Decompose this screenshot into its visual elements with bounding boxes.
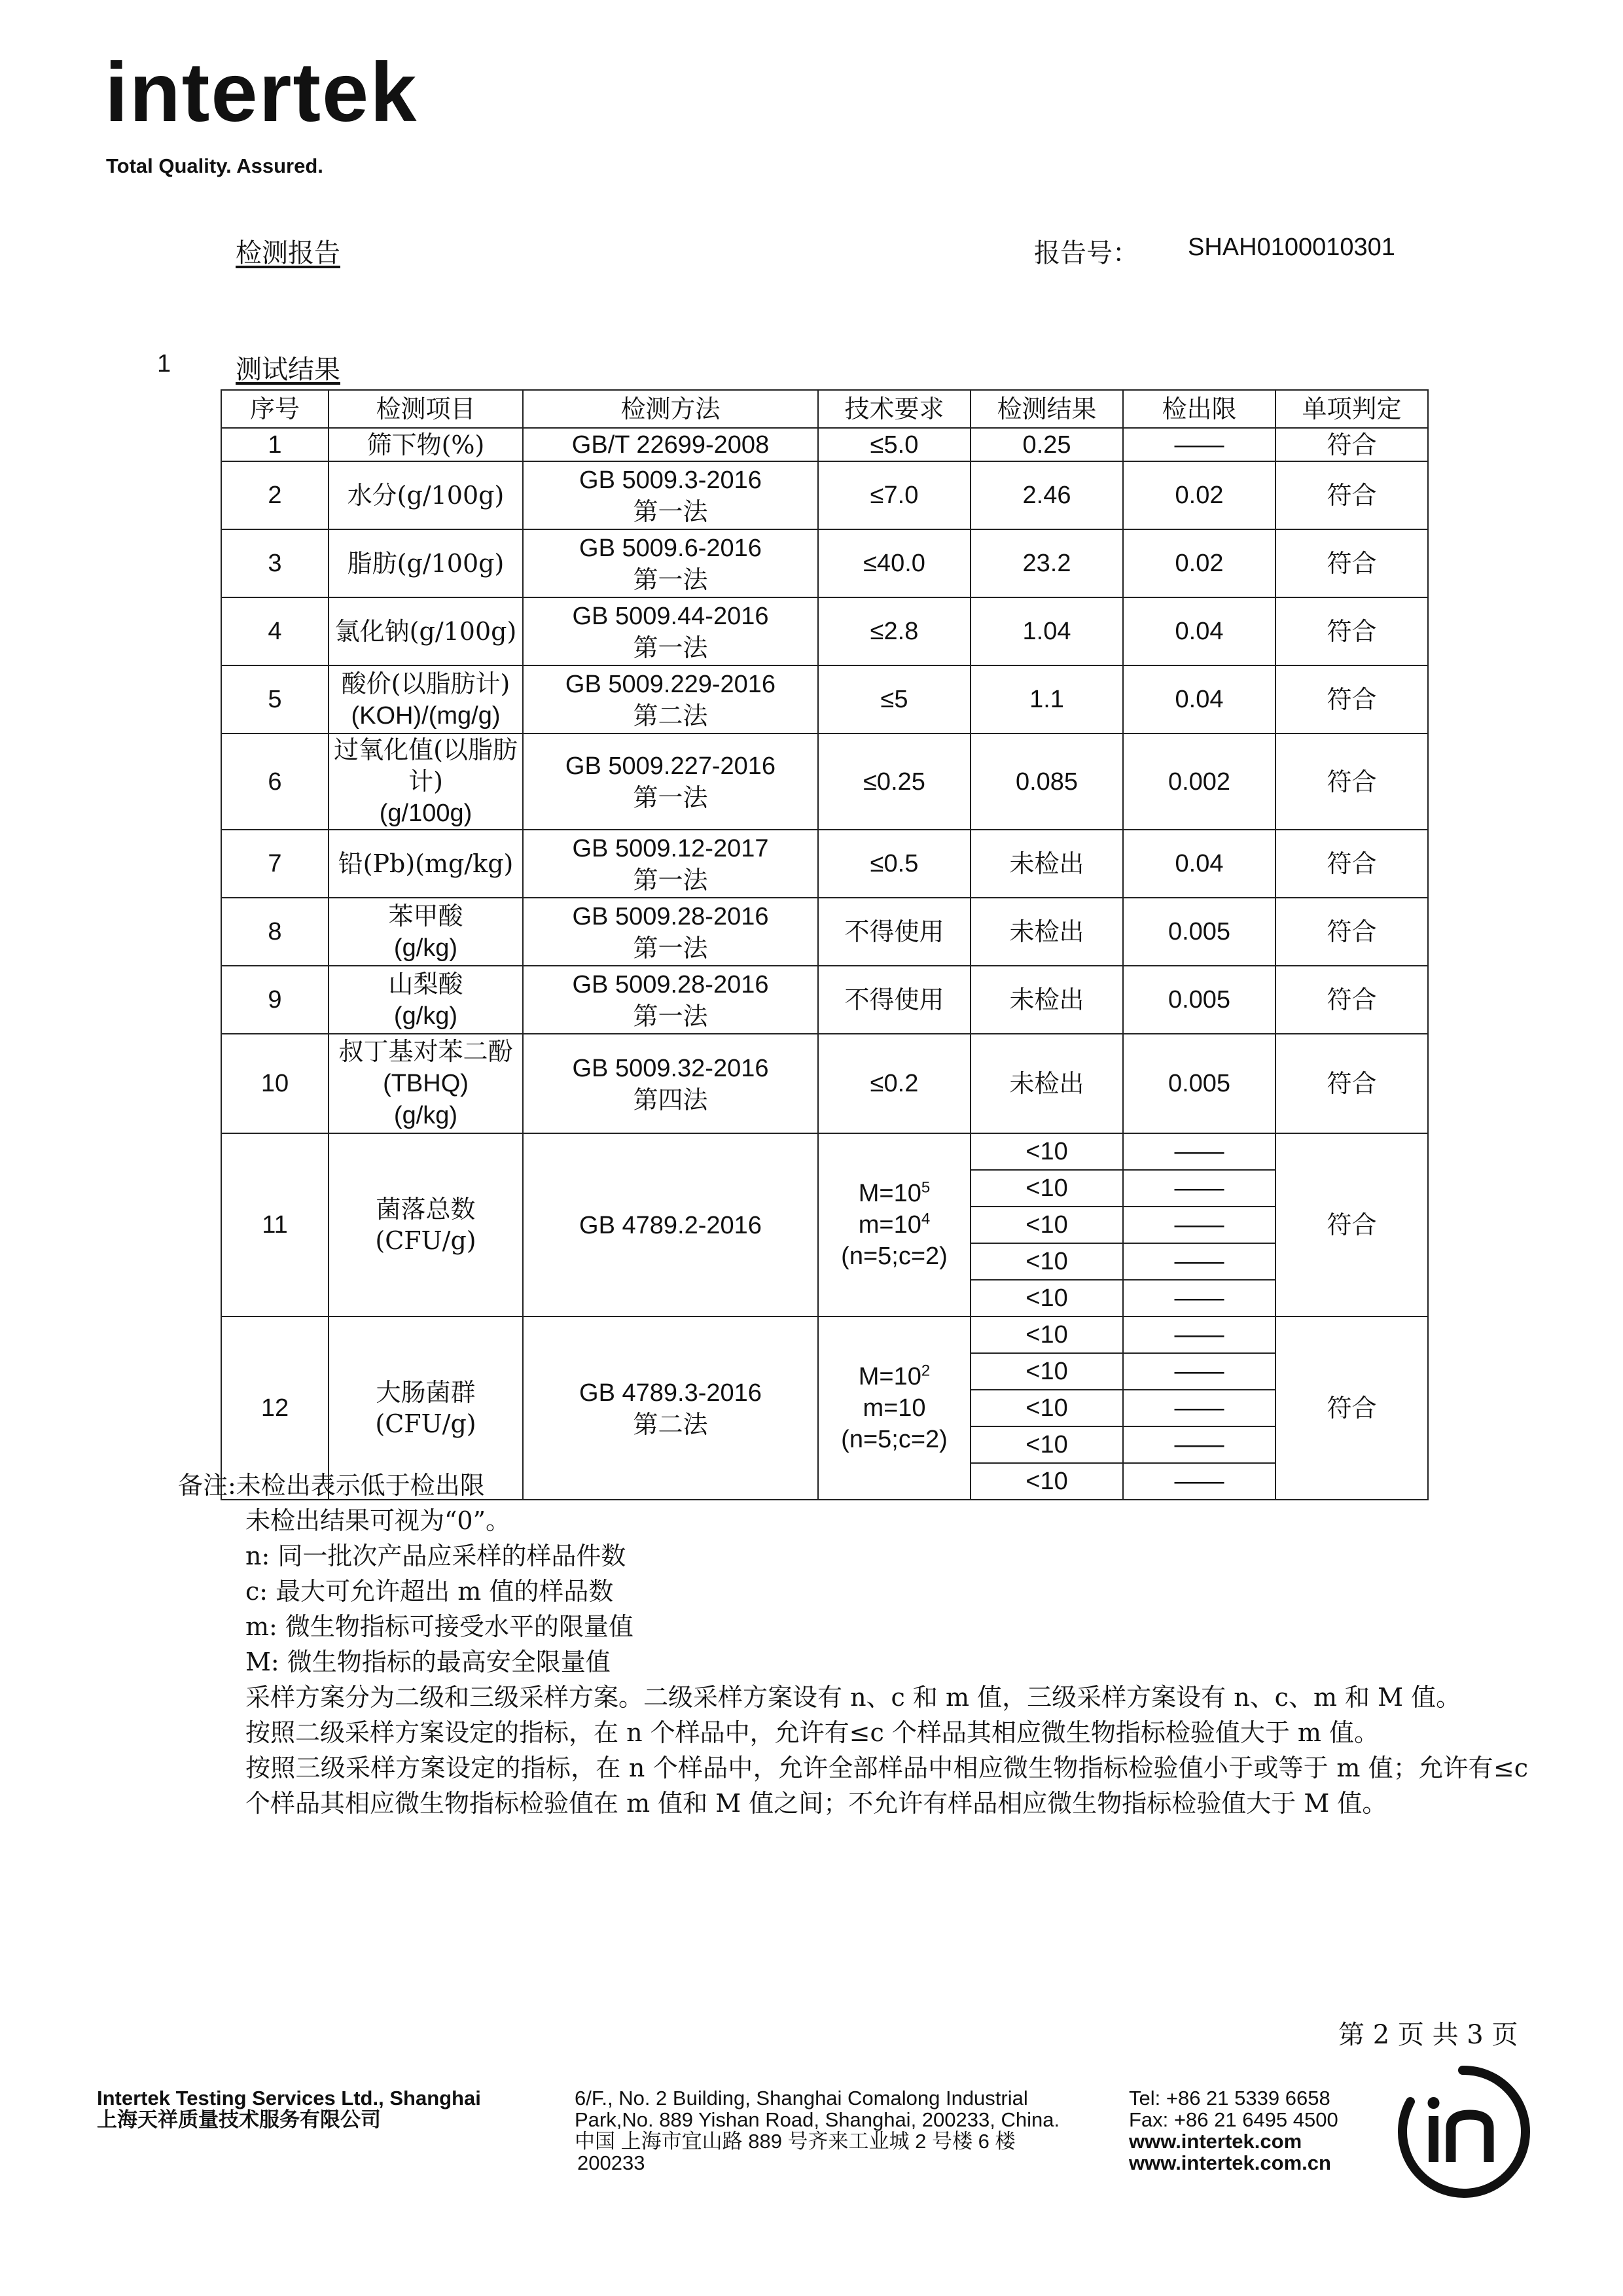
cell-verdict: [1275, 665, 1428, 733]
cell-result-text: <10: [1026, 1431, 1068, 1458]
cell-result: [971, 1463, 1123, 1500]
cell-item: [329, 966, 523, 1034]
cell-result-text: <10: [1026, 1468, 1068, 1495]
cell-method-line: GB 5009.28-2016: [572, 902, 769, 930]
cell-result-text: <10: [1026, 1174, 1068, 1202]
report-title: 检测报告: [236, 238, 340, 268]
cell-no-text: 5: [268, 686, 282, 713]
footer-fax: Fax: +86 21 6495 4500: [1129, 2108, 1338, 2131]
cell-result: [971, 733, 1123, 830]
cell-item: [329, 529, 523, 597]
cell-limit: [1123, 1316, 1275, 1353]
section-number: 1: [157, 350, 171, 378]
cell-limit-text: ——: [1174, 1248, 1224, 1275]
cell-method-line: 第一法: [633, 1001, 708, 1031]
cell-limit-text: 0.04: [1175, 686, 1224, 713]
cell-req-text: ≤5.0: [870, 431, 919, 459]
cell-result: [971, 1207, 1123, 1243]
req-nc: (n=5;c=2): [841, 1426, 948, 1453]
cell-verdict: [1275, 1133, 1428, 1316]
cell-method: [523, 1034, 818, 1133]
cell-no: [221, 428, 329, 461]
cell-limit: [1123, 461, 1275, 529]
table-row: [221, 966, 1428, 1034]
report-no: SHAH0100010301: [1188, 234, 1395, 261]
cell-verdict: [1275, 898, 1428, 966]
cell-result: [971, 1353, 1123, 1390]
footer-address-2: Park,No. 889 Yishan Road, Shanghai, 200233, China.: [575, 2108, 1060, 2131]
cell-result: [971, 1133, 1123, 1170]
cell-limit: [1123, 428, 1275, 461]
cell-item-line: 山梨酸: [388, 969, 463, 998]
cell-limit: [1123, 1463, 1275, 1500]
note-line: 采样方案分为二级和三级采样方案。二级采样方案设有 n、c 和 m 值，三级采样方案设有 n、c、m 和 M 值。: [245, 1683, 1461, 1712]
cell-item: [329, 597, 523, 665]
cell-verdict: [1275, 529, 1428, 597]
cell-req-text: ≤2.8: [870, 618, 919, 645]
cell-limit-text: ——: [1174, 1284, 1224, 1312]
cell-verdict-text: 符合: [1327, 767, 1377, 796]
cell-item-line: (g/kg): [393, 1002, 458, 1030]
table-row: [221, 1133, 1428, 1170]
cell-limit: [1123, 665, 1275, 733]
cell-verdict-text: 符合: [1327, 1069, 1377, 1098]
cell-item-line: 菌落总数(CFU/g): [375, 1195, 476, 1255]
req-m-base: m=10: [863, 1394, 926, 1422]
cell-limit: [1123, 1353, 1275, 1390]
cell-limit-text: ——: [1174, 1394, 1224, 1422]
cell-limit-text: 0.04: [1175, 618, 1224, 645]
report-no-label: 报告号：: [1034, 238, 1139, 268]
cell-req-text: ≤0.2: [870, 1070, 919, 1097]
cell-verdict-text: 符合: [1327, 849, 1377, 878]
cell-result-text: 未检出: [1009, 917, 1084, 946]
cell-req: [818, 461, 971, 529]
cell-limit-text: ——: [1174, 1138, 1224, 1165]
cell-limit: [1123, 898, 1275, 966]
note-line: n: 同一批次产品应采样的样品件数: [245, 1542, 626, 1570]
cell-result-text: <10: [1026, 1211, 1068, 1239]
cell-method-line: 第一法: [633, 497, 708, 526]
footer-company-cn: 上海天祥质量技术服务有限公司: [97, 2108, 381, 2131]
cell-method-line: GB 5009.12-2017: [572, 834, 769, 862]
header-item: 检测项目: [329, 390, 523, 428]
cell-no-text: 2: [268, 482, 282, 509]
table-row: [221, 1034, 1428, 1133]
cell-req: [818, 1034, 971, 1133]
cell-result-text: 0.25: [1022, 431, 1071, 459]
cell-req-text: ≤0.25: [863, 768, 925, 796]
cell-verdict: [1275, 1034, 1428, 1133]
req-m-exponent: 4: [921, 1210, 931, 1228]
cell-req-text: ≤7.0: [870, 482, 919, 509]
cell-result: [971, 597, 1123, 665]
cell-req-sampling: [818, 1316, 971, 1500]
cell-method: [523, 1316, 818, 1500]
cell-result: [971, 1426, 1123, 1463]
cell-item-line: (KOH)/(mg/g): [351, 701, 501, 730]
cell-item-line: 筛下物(%): [366, 430, 485, 459]
cell-limit: [1123, 1034, 1275, 1133]
cell-no: [221, 898, 329, 966]
cell-item-line: 水分(g/100g): [347, 481, 505, 510]
cell-item: [329, 1034, 523, 1133]
note-line: M: 微生物指标的最高安全限量值: [245, 1648, 611, 1676]
cell-limit: [1123, 529, 1275, 597]
cell-method: [523, 461, 818, 529]
cell-limit-text: ——: [1174, 1321, 1224, 1349]
cell-limit: [1123, 830, 1275, 898]
cell-no: [221, 733, 329, 830]
cell-limit-text: ——: [1174, 1431, 1224, 1458]
cell-result-text: <10: [1026, 1284, 1068, 1312]
cell-no: [221, 665, 329, 733]
footer-website-cn[interactable]: www.intertek.com.cn: [1129, 2151, 1331, 2174]
cell-result-text: <10: [1026, 1394, 1068, 1422]
cell-item: [329, 1133, 523, 1316]
cell-method-line: GB 5009.227-2016: [565, 752, 776, 780]
cell-method-line: GB 5009.28-2016: [572, 970, 769, 998]
cell-result: [971, 966, 1123, 1034]
cell-method-line: GB 5009.32-2016: [572, 1054, 769, 1082]
table-row: [221, 1316, 1428, 1353]
cell-method: [523, 1133, 818, 1316]
cell-item-line: 铅(Pb)(mg/kg): [338, 849, 514, 878]
cell-verdict-text: 符合: [1327, 1210, 1377, 1239]
cell-verdict: [1275, 733, 1428, 830]
cell-req-text: 不得使用: [844, 985, 944, 1014]
cell-result: [971, 1390, 1123, 1426]
cell-item: [329, 733, 523, 830]
cell-no: [221, 1034, 329, 1133]
intertek-roundel-icon: [1391, 2060, 1535, 2204]
cell-req-text: ≤0.5: [870, 850, 919, 877]
cell-result: [971, 1170, 1123, 1207]
cell-method-line: 第一法: [633, 783, 708, 812]
cell-no-text: 8: [268, 918, 282, 945]
header-result: 检测结果: [971, 390, 1123, 428]
cell-method-line: 第一法: [633, 933, 708, 963]
table-row: [221, 428, 1428, 461]
note-line: m: 微生物指标可接受水平的限量值: [245, 1612, 633, 1641]
cell-no-text: 10: [260, 1070, 289, 1097]
table-row: [221, 830, 1428, 898]
cell-verdict: [1275, 966, 1428, 1034]
cell-limit-text: 0.02: [1175, 550, 1224, 577]
cell-method-line: GB 5009.44-2016: [572, 602, 769, 630]
cell-no-text: 7: [268, 850, 282, 877]
cell-method-line: GB 4789.3-2016: [579, 1379, 762, 1407]
cell-no: [221, 461, 329, 529]
req-nc: (n=5;c=2): [841, 1243, 948, 1270]
notes-block: [245, 1503, 1528, 1821]
cell-result: [971, 1034, 1123, 1133]
cell-method-line: GB 5009.6-2016: [579, 534, 762, 562]
cell-verdict: [1275, 1316, 1428, 1500]
cell-req-text: ≤40.0: [863, 550, 925, 577]
section-title: 测试结果: [236, 355, 340, 385]
cell-result-text: 0.085: [1015, 768, 1079, 796]
cell-limit: [1123, 1207, 1275, 1243]
cell-limit-text: 0.02: [1175, 482, 1224, 509]
cell-item-line: (g/kg): [393, 934, 458, 962]
cell-limit-text: ——: [1174, 1468, 1224, 1495]
req-M-exponent: 2: [921, 1362, 931, 1380]
note-line: 按照三级采样方案设定的指标，在 n 个样品中，允许全部样品中相应微生物指标检验值小于或等于 m 值；允许有≤c 个样品其相应微生物指标检验值在 m 值和 M 值之间；不允许有样品相应微生物指标检验值大于 M 值。: [245, 1754, 1528, 1818]
cell-req-text: 不得使用: [844, 917, 944, 946]
cell-limit: [1123, 1390, 1275, 1426]
cell-no-text: 11: [262, 1211, 288, 1239]
cell-method-line: GB/T 22699-2008: [571, 431, 770, 459]
cell-item-line: 酸价(以脂肪计): [341, 669, 510, 698]
cell-verdict-text: 符合: [1327, 430, 1377, 459]
cell-limit: [1123, 1170, 1275, 1207]
cell-result-text: 未检出: [1009, 1069, 1084, 1098]
cell-result-text: 23.2: [1022, 550, 1071, 577]
cell-method: [523, 529, 818, 597]
cell-no-text: 9: [268, 986, 282, 1014]
cell-no: [221, 966, 329, 1034]
cell-result: [971, 428, 1123, 461]
cell-method: [523, 597, 818, 665]
header-method: 检测方法: [523, 390, 818, 428]
cell-result: [971, 1280, 1123, 1316]
cell-req: [818, 830, 971, 898]
cell-item: [329, 428, 523, 461]
cell-limit-text: 0.005: [1168, 918, 1231, 945]
cell-result: [971, 898, 1123, 966]
cell-limit-text: 0.005: [1168, 986, 1231, 1014]
cell-item-line: 苯甲酸: [388, 901, 463, 930]
table-row: [221, 529, 1428, 597]
cell-result: [971, 665, 1123, 733]
table-row: [221, 461, 1428, 529]
cell-item: [329, 461, 523, 529]
cell-item-line: (g/kg): [393, 1102, 458, 1129]
cell-verdict: [1275, 461, 1428, 529]
cell-item: [329, 830, 523, 898]
cell-verdict: [1275, 428, 1428, 461]
cell-method: [523, 733, 818, 830]
req-M-base: M=10: [858, 1180, 921, 1207]
req-M-exponent: 5: [921, 1178, 931, 1197]
cell-method-line: 第一法: [633, 633, 708, 662]
cell-limit: [1123, 733, 1275, 830]
header-no: 序号: [221, 390, 329, 428]
logo-tagline: Total Quality. Assured.: [106, 154, 323, 177]
cell-item-line: 叔丁基对苯二酚: [338, 1037, 513, 1066]
cell-result-text: <10: [1026, 1358, 1068, 1385]
cell-no: [221, 597, 329, 665]
note-line: c: 最大可允许超出 m 值的样品数: [245, 1577, 614, 1606]
req-M-base: M=10: [858, 1363, 921, 1390]
cell-no: [221, 830, 329, 898]
cell-verdict-text: 符合: [1327, 481, 1377, 510]
cell-method-line: GB 5009.3-2016: [579, 466, 762, 494]
cell-req: [818, 898, 971, 966]
cell-result: [971, 461, 1123, 529]
header-requirement: 技术要求: [818, 390, 971, 428]
cell-no: [221, 529, 329, 597]
cell-item-line: 脂肪(g/100g): [347, 549, 505, 578]
cell-limit-text: 0.005: [1168, 1070, 1231, 1097]
footer-tel: Tel: +86 21 5339 6658: [1129, 2087, 1330, 2110]
results-table: [221, 389, 1429, 1500]
table-row: [221, 665, 1428, 733]
cell-verdict-text: 符合: [1327, 685, 1377, 714]
footer-company-en: Intertek Testing Services Ltd., Shanghai: [97, 2087, 481, 2110]
cell-method-line: GB 4789.2-2016: [579, 1211, 762, 1239]
cell-method: [523, 966, 818, 1034]
table-row: [221, 898, 1428, 966]
cell-no-text: 4: [268, 618, 282, 645]
cell-method: [523, 830, 818, 898]
cell-limit-text: 0.04: [1175, 850, 1224, 877]
cell-result-text: 2.46: [1022, 482, 1071, 509]
cell-method: [523, 428, 818, 461]
cell-limit: [1123, 1243, 1275, 1280]
cell-result: [971, 830, 1123, 898]
cell-verdict: [1275, 597, 1428, 665]
cell-limit: [1123, 1133, 1275, 1170]
cell-limit: [1123, 597, 1275, 665]
notes-label: 备注:未检出表示低于检出限: [178, 1471, 485, 1500]
cell-req-text: ≤5: [880, 686, 908, 713]
cell-req: [818, 529, 971, 597]
cell-result-text: <10: [1026, 1138, 1068, 1165]
cell-no-text: 1: [268, 431, 282, 459]
table-row: [221, 733, 1428, 830]
cell-item: [329, 665, 523, 733]
cell-item-line: (g/100g): [379, 800, 473, 827]
cell-verdict: [1275, 830, 1428, 898]
cell-req: [818, 597, 971, 665]
cell-limit-text: ——: [1174, 1174, 1224, 1202]
cell-verdict-text: 符合: [1327, 917, 1377, 946]
cell-verdict-text: 符合: [1327, 985, 1377, 1014]
cell-item-line: (TBHQ): [383, 1070, 469, 1097]
cell-item: [329, 898, 523, 966]
cell-req-sampling: [818, 1133, 971, 1316]
table-header-row: [221, 390, 1428, 428]
cell-result-text: 未检出: [1009, 985, 1084, 1014]
table-row: [221, 597, 1428, 665]
cell-result-text: 1.04: [1022, 618, 1071, 645]
cell-verdict-text: 符合: [1327, 549, 1377, 578]
cell-limit-text: ——: [1174, 431, 1224, 459]
note-line: 未检出结果可视为“0”。: [245, 1506, 511, 1535]
cell-no-text: 6: [268, 768, 282, 796]
cell-method-line: GB 5009.229-2016: [565, 670, 776, 698]
page-number: 第 2 页 共 3 页: [1338, 2020, 1518, 2050]
cell-method-line: 第一法: [633, 565, 708, 594]
cell-verdict-text: 符合: [1327, 617, 1377, 646]
cell-result-text: 1.1: [1029, 686, 1064, 713]
footer-address-4: 200233: [577, 2151, 645, 2174]
cell-verdict-text: 符合: [1327, 1394, 1377, 1422]
cell-result-text: <10: [1026, 1321, 1068, 1349]
cell-result: [971, 1316, 1123, 1353]
cell-method-line: 第四法: [633, 1085, 708, 1114]
cell-item-line: 过氧化值(以脂肪计): [334, 735, 518, 796]
cell-result: [971, 1243, 1123, 1280]
cell-item-line: 大肠菌群(CFU/g): [375, 1378, 476, 1438]
cell-method: [523, 898, 818, 966]
cell-method-line: 第二法: [633, 701, 708, 730]
cell-no-text: 12: [260, 1394, 289, 1422]
footer-website[interactable]: www.intertek.com: [1129, 2130, 1302, 2153]
req-m-base: m=10: [858, 1211, 921, 1239]
cell-req: [818, 733, 971, 830]
footer-address-1: 6/F., No. 2 Building, Shanghai Comalong Industrial: [575, 2087, 1028, 2110]
cell-limit: [1123, 1280, 1275, 1316]
cell-limit-text: 0.002: [1168, 768, 1231, 796]
cell-method-line: 第一法: [633, 865, 708, 894]
cell-limit: [1123, 966, 1275, 1034]
cell-req: [818, 665, 971, 733]
cell-no: [221, 1133, 329, 1316]
footer-address-3: 中国 上海市宜山路 889 号齐来工业城 2 号楼 6 楼: [575, 2130, 1016, 2153]
cell-method: [523, 665, 818, 733]
note-line: 按照二级采样方案设定的指标，在 n 个样品中，允许有≤c 个样品其相应微生物指标检验值大于 m 值。: [245, 1718, 1380, 1747]
header-verdict: 单项判定: [1275, 390, 1428, 428]
cell-result-text: <10: [1026, 1248, 1068, 1275]
cell-method-line: 第二法: [633, 1409, 708, 1439]
header-limit: 检出限: [1123, 390, 1275, 428]
cell-limit-text: ——: [1174, 1358, 1224, 1385]
cell-limit-text: ——: [1174, 1211, 1224, 1239]
cell-req: [818, 966, 971, 1034]
cell-limit: [1123, 1426, 1275, 1463]
intertek-logo: intertek: [105, 46, 418, 139]
cell-result-text: 未检出: [1009, 849, 1084, 878]
cell-req: [818, 428, 971, 461]
cell-result: [971, 529, 1123, 597]
cell-no-text: 3: [268, 550, 282, 577]
cell-item-line: 氯化钠(g/100g): [334, 617, 517, 646]
